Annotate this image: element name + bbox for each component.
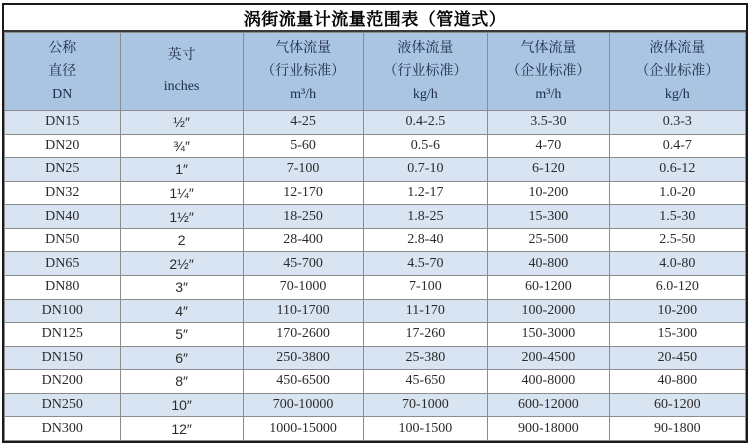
gas_enterprise-cell: 15-300: [488, 205, 610, 229]
column-header-line: 英寸: [167, 48, 196, 64]
gas_industry-cell: 1000-15000: [243, 417, 363, 441]
inches-cell: 8″: [120, 370, 243, 394]
dn-cell: DN65: [5, 252, 121, 276]
column-header-lines: [364, 33, 487, 110]
inches-cell: 1¼″: [120, 181, 243, 205]
dn-cell: DN100: [5, 299, 121, 323]
column-header-lines: [121, 33, 243, 110]
inches-cell: 3″: [120, 275, 243, 299]
column-header-gas_enterprise: [488, 33, 610, 111]
gas_industry-cell: 45-700: [243, 252, 363, 276]
column-header-inches: [120, 33, 243, 111]
dn-cell: DN125: [5, 323, 121, 347]
inches-cell: 12″: [120, 417, 243, 441]
liquid_industry-cell: 70-1000: [363, 393, 487, 417]
column-header-line: （企业标准）: [635, 63, 720, 79]
gas_industry-cell: 450-6500: [243, 370, 363, 394]
table-title: 涡街流量计流量范围表（管道式）: [4, 5, 746, 32]
column-header-gas_industry: [243, 33, 363, 111]
liquid_enterprise-cell: 1.5-30: [609, 205, 745, 229]
inches-cell: 1½″: [120, 205, 243, 229]
inches-cell: ½″: [120, 111, 243, 135]
gas_enterprise-cell: 60-1200: [488, 275, 610, 299]
gas_enterprise-cell: 10-200: [488, 181, 610, 205]
liquid_industry-cell: 1.2-17: [363, 181, 487, 205]
inches-cell: ¾″: [120, 134, 243, 158]
column-header-line: 气体流量: [520, 40, 577, 56]
gas_enterprise-cell: 150-3000: [488, 323, 610, 347]
dn-cell: DN40: [5, 205, 121, 229]
liquid_enterprise-cell: 1.0-20: [609, 181, 745, 205]
liquid_industry-cell: 1.8-25: [363, 205, 487, 229]
dn-cell: DN50: [5, 228, 121, 252]
dn-cell: DN150: [5, 346, 121, 370]
liquid_enterprise-cell: 0.4-7: [609, 134, 745, 158]
dn-cell: DN32: [5, 181, 121, 205]
gas_enterprise-cell: 40-800: [488, 252, 610, 276]
inches-cell: 1″: [120, 158, 243, 182]
gas_industry-cell: 170-2600: [243, 323, 363, 347]
column-header-liquid_industry: [363, 33, 487, 111]
inches-cell: 5″: [120, 323, 243, 347]
dn-cell: DN25: [5, 158, 121, 182]
column-header-line: m³/h: [290, 86, 317, 102]
table-row-dn250: [5, 393, 746, 417]
header-row: [5, 33, 746, 111]
gas_industry-cell: 70-1000: [243, 275, 363, 299]
liquid_industry-cell: 2.8-40: [363, 228, 487, 252]
liquid_industry-cell: 45-650: [363, 370, 487, 394]
dn-cell: DN20: [5, 134, 121, 158]
column-header-lines: [244, 33, 363, 110]
column-header-lines: [5, 33, 120, 110]
column-header-line: 气体流量: [275, 40, 332, 56]
inches-cell: 10″: [120, 393, 243, 417]
table-row-dn32: [5, 181, 746, 205]
gas_enterprise-cell: 400-8000: [488, 370, 610, 394]
column-header-line: 液体流量: [649, 40, 706, 56]
table-row-dn100: [5, 299, 746, 323]
column-header-line: kg/h: [664, 86, 690, 102]
table-row-dn300: [5, 417, 746, 441]
liquid_industry-cell: 11-170: [363, 299, 487, 323]
column-header-liquid_enterprise: [609, 33, 745, 111]
liquid_enterprise-cell: 20-450: [609, 346, 745, 370]
liquid_industry-cell: 0.7-10: [363, 158, 487, 182]
dn-cell: DN250: [5, 393, 121, 417]
liquid_industry-cell: 0.5-6: [363, 134, 487, 158]
table-row-dn200: [5, 370, 746, 394]
column-header-line: （行业标准）: [383, 63, 468, 79]
gas_industry-cell: 250-3800: [243, 346, 363, 370]
gas_industry-cell: 7-100: [243, 158, 363, 182]
gas_industry-cell: 18-250: [243, 205, 363, 229]
dn-cell: DN200: [5, 370, 121, 394]
table-row-dn50: [5, 228, 746, 252]
gas_enterprise-cell: 600-12000: [488, 393, 610, 417]
liquid_industry-cell: 7-100: [363, 275, 487, 299]
liquid_enterprise-cell: 10-200: [609, 299, 745, 323]
liquid_enterprise-cell: 0.6-12: [609, 158, 745, 182]
liquid_industry-cell: 4.5-70: [363, 252, 487, 276]
flow-data-grid: [4, 32, 746, 441]
liquid_enterprise-cell: 40-800: [609, 370, 745, 394]
liquid_enterprise-cell: 4.0-80: [609, 252, 745, 276]
liquid_industry-cell: 25-380: [363, 346, 487, 370]
gas_enterprise-cell: 6-120: [488, 158, 610, 182]
gas_enterprise-cell: 4-70: [488, 134, 610, 158]
column-header-dn: [5, 33, 121, 111]
liquid_industry-cell: 0.4-2.5: [363, 111, 487, 135]
liquid_enterprise-cell: 90-1800: [609, 417, 745, 441]
gas_industry-cell: 12-170: [243, 181, 363, 205]
column-header-line: （企业标准）: [506, 63, 591, 79]
table-row-dn80: [5, 275, 746, 299]
liquid_enterprise-cell: 2.5-50: [609, 228, 745, 252]
column-header-lines: [488, 33, 609, 110]
gas_enterprise-cell: 100-2000: [488, 299, 610, 323]
column-header-line: 直径: [48, 63, 77, 79]
table-row-dn125: [5, 323, 746, 347]
table-row-dn40: [5, 205, 746, 229]
column-header-line: m³/h: [535, 86, 562, 102]
gas_industry-cell: 700-10000: [243, 393, 363, 417]
gas_enterprise-cell: 3.5-30: [488, 111, 610, 135]
liquid_enterprise-cell: 60-1200: [609, 393, 745, 417]
inches-cell: 2½″: [120, 252, 243, 276]
inches-cell: 6″: [120, 346, 243, 370]
dn-cell: DN15: [5, 111, 121, 135]
column-header-lines: [610, 33, 745, 110]
column-header-line: inches: [163, 79, 200, 95]
table-row-dn65: [5, 252, 746, 276]
gas_industry-cell: 5-60: [243, 134, 363, 158]
liquid_industry-cell: 17-260: [363, 323, 487, 347]
liquid_industry-cell: 100-1500: [363, 417, 487, 441]
table-row-dn25: [5, 158, 746, 182]
gas_enterprise-cell: 200-4500: [488, 346, 610, 370]
column-header-line: kg/h: [412, 86, 438, 102]
column-header-line: 公称: [48, 40, 77, 56]
gas_industry-cell: 28-400: [243, 228, 363, 252]
column-header-line: DN: [52, 86, 73, 102]
dn-cell: DN300: [5, 417, 121, 441]
liquid_enterprise-cell: 0.3-3: [609, 111, 745, 135]
gas_enterprise-cell: 900-18000: [488, 417, 610, 441]
gas_industry-cell: 110-1700: [243, 299, 363, 323]
table-row-dn20: [5, 134, 746, 158]
flow-range-table: [2, 3, 748, 443]
inches-cell: 2: [120, 228, 243, 252]
gas_industry-cell: 4-25: [243, 111, 363, 135]
column-header-line: 液体流量: [397, 40, 454, 56]
column-header-line: （行业标准）: [261, 63, 346, 79]
liquid_enterprise-cell: 6.0-120: [609, 275, 745, 299]
gas_enterprise-cell: 25-500: [488, 228, 610, 252]
table-row-dn15: [5, 111, 746, 135]
inches-cell: 4″: [120, 299, 243, 323]
table-row-dn150: [5, 346, 746, 370]
dn-cell: DN80: [5, 275, 121, 299]
liquid_enterprise-cell: 15-300: [609, 323, 745, 347]
